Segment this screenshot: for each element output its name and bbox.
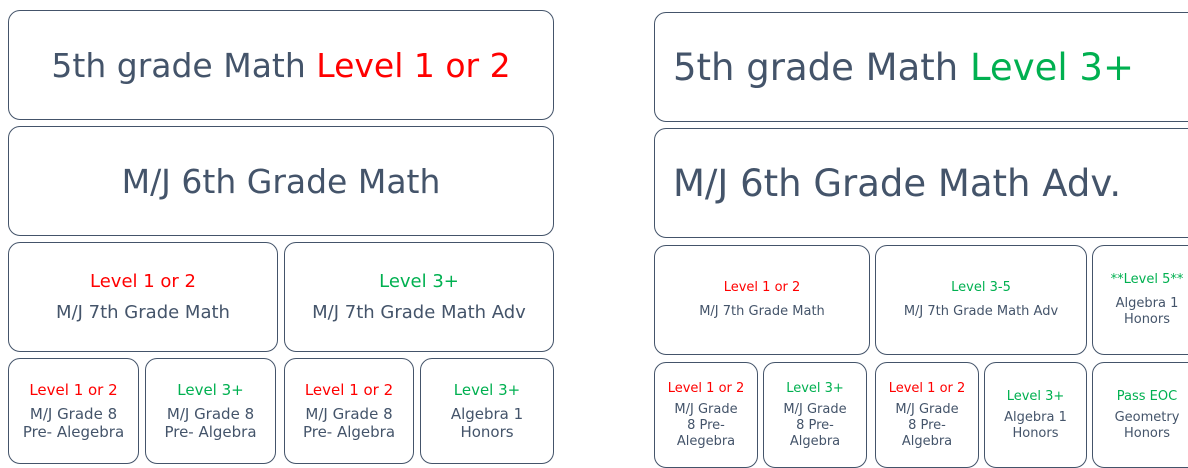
left-5th-grade-title xyxy=(51,46,510,85)
left-6th-grade-box xyxy=(8,126,554,236)
left-8th-grade-course-3-line2: Pre- Algebra xyxy=(302,423,396,441)
right-8th-grade-level-3: Level 1 or 2 xyxy=(888,380,966,396)
left-5th-grade-prefix: 5th grade Math xyxy=(51,45,317,85)
left-8th-grade-course-4-line2: Honors xyxy=(460,423,514,441)
right-7th-grade-box-2 xyxy=(875,245,1087,355)
left-8th-grade-box-4 xyxy=(420,358,554,464)
right-6th-grade-box xyxy=(654,128,1188,238)
left-8th-grade-course-1-line1: M/J Grade 8 xyxy=(29,405,118,423)
right-7th-grade-box-3 xyxy=(1092,245,1188,355)
left-8th-grade-level-4: Level 3+ xyxy=(453,381,521,399)
left-8th-grade-course-2-line2: Pre- Algebra xyxy=(164,423,257,441)
right-8th-grade-course-5-line2: Honors xyxy=(1123,425,1171,441)
right-8th-grade-course-2-line1: M/J Grade xyxy=(783,401,847,417)
left-8th-grade-box-2 xyxy=(145,358,276,464)
right-8th-grade-level-1: Level 1 or 2 xyxy=(667,380,745,396)
right-7th-grade-level-2: Level 3-5 xyxy=(951,280,1011,295)
left-8th-grade-course-3-line1: M/J Grade 8 xyxy=(305,405,393,423)
left-7th-grade-course-2: M/J 7th Grade Math Adv xyxy=(312,302,526,323)
right-7th-grade-course-3-line2: Honors xyxy=(1123,312,1171,327)
left-7th-grade-box-2 xyxy=(284,242,554,352)
right-7th-grade-level-1: Level 1 or 2 xyxy=(723,280,801,295)
left-8th-grade-course-4-line1: Algebra 1 xyxy=(450,405,524,423)
right-8th-grade-level-4: Level 3+ xyxy=(1006,388,1065,404)
left-8th-grade-course-1-line2: Pre- Alegebra xyxy=(22,423,125,441)
right-6th-grade-course: M/J 6th Grade Math Adv. xyxy=(673,161,1122,205)
right-7th-grade-box-1 xyxy=(654,245,870,355)
right-8th-grade-box-2 xyxy=(763,362,867,468)
right-8th-grade-course-1-line1: M/J Grade xyxy=(674,401,738,417)
left-8th-grade-course-2-line1: M/J Grade 8 xyxy=(166,405,255,423)
right-7th-grade-course-1: M/J 7th Grade Math xyxy=(699,304,825,319)
right-7th-grade-course-3-line1: Algebra 1 xyxy=(1115,296,1179,311)
left-8th-grade-level-3: Level 1 or 2 xyxy=(304,381,394,399)
left-8th-grade-level-1: Level 1 or 2 xyxy=(29,381,118,399)
right-8th-grade-course-4-line2: Honors xyxy=(1012,425,1059,441)
left-7th-grade-box-1 xyxy=(8,242,278,352)
right-5th-grade-prefix: 5th grade Math xyxy=(673,45,970,89)
right-8th-grade-level-5: Pass EOC xyxy=(1116,388,1178,404)
right-8th-grade-course-4-line1: Algebra 1 xyxy=(1004,409,1067,425)
right-8th-grade-course-3-line2: 8 Pre- xyxy=(908,417,946,433)
left-7th-grade-course-1: M/J 7th Grade Math xyxy=(56,302,230,323)
right-7th-grade-course-2: M/J 7th Grade Math Adv xyxy=(903,304,1059,319)
right-5th-grade-level: Level 3+ xyxy=(969,45,1134,89)
right-8th-grade-course-3-line3: Algebra xyxy=(901,433,953,449)
right-8th-grade-box-3 xyxy=(875,362,979,468)
right-5th-grade-box xyxy=(654,12,1188,122)
left-6th-grade-course: M/J 6th Grade Math xyxy=(121,161,441,201)
right-8th-grade-course-1-line2: 8 Pre- xyxy=(687,417,725,433)
left-8th-grade-level-2: Level 3+ xyxy=(177,381,244,399)
right-8th-grade-course-1-line3: Alegebra xyxy=(676,433,736,449)
left-5th-grade-box xyxy=(8,10,554,120)
right-8th-grade-course-2-line2: 8 Pre- xyxy=(796,417,834,433)
right-8th-grade-course-5-line1: Geometry xyxy=(1114,409,1180,425)
right-8th-grade-course-3-line1: M/J Grade xyxy=(895,401,959,417)
right-8th-grade-box-5 xyxy=(1092,362,1188,468)
right-8th-grade-box-1 xyxy=(654,362,758,468)
right-8th-grade-box-4 xyxy=(984,362,1087,468)
left-8th-grade-box-1 xyxy=(8,358,139,464)
right-7th-grade-level-3: **Level 5** xyxy=(1110,272,1184,287)
left-7th-grade-level-1: Level 1 or 2 xyxy=(90,271,196,292)
right-5th-grade-title xyxy=(673,46,1134,89)
left-7th-grade-level-2: Level 3+ xyxy=(379,271,459,292)
left-8th-grade-box-3 xyxy=(284,358,414,464)
left-5th-grade-level: Level 1 or 2 xyxy=(316,45,511,85)
right-8th-grade-course-2-line3: Algebra xyxy=(789,433,841,449)
right-8th-grade-level-2: Level 3+ xyxy=(786,380,844,396)
